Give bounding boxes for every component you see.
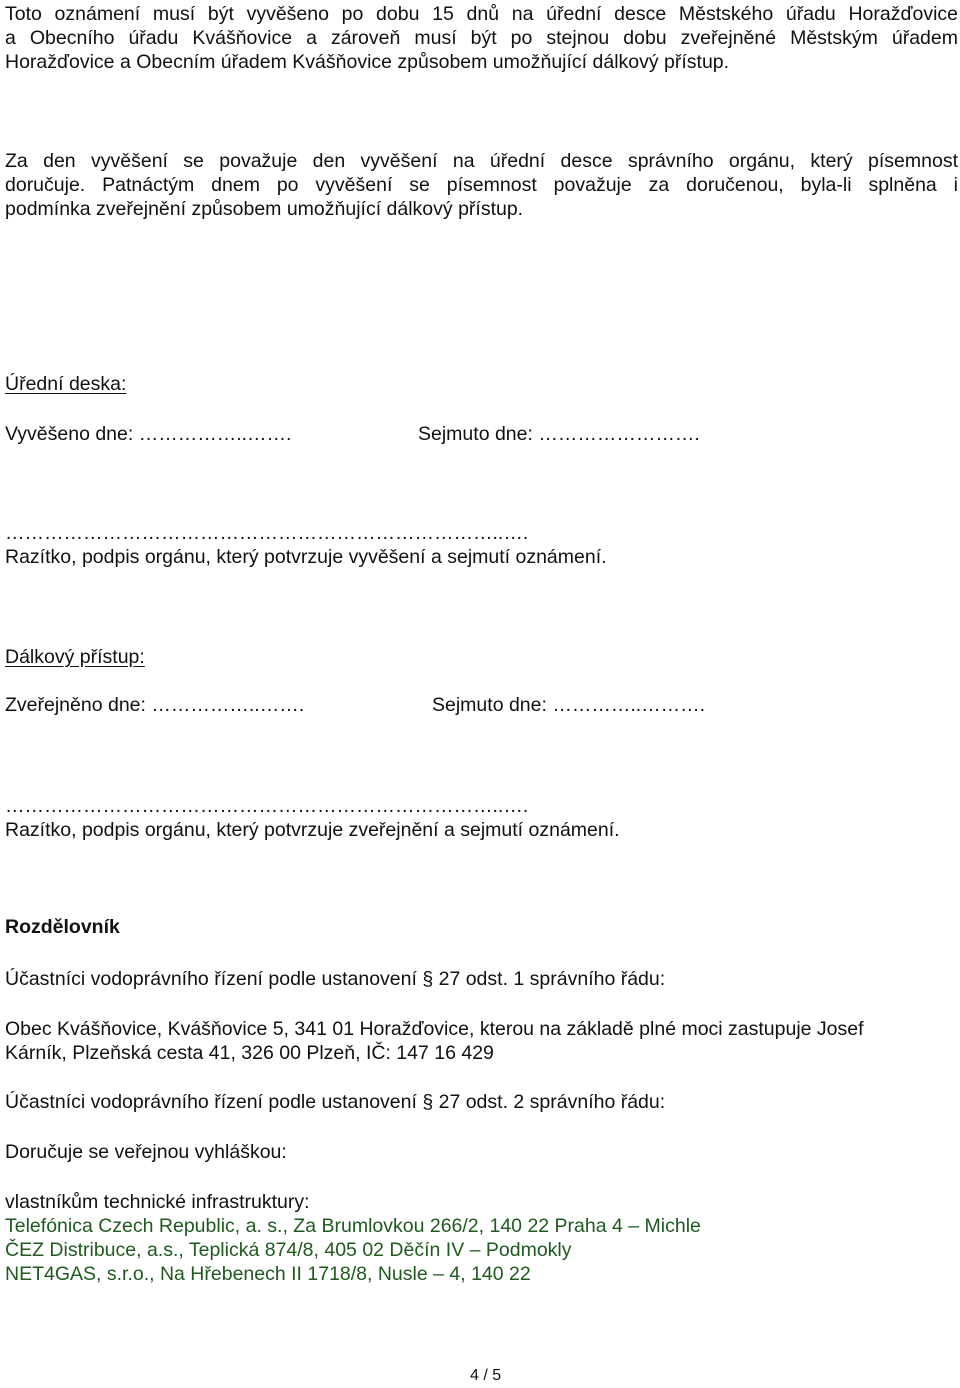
posted-dots: ……………..……. [138,423,292,445]
published-label: Zveřejněno dne: [5,694,152,716]
intro-line-2: a Obecního úřadu Kvášňovice a zároveň musí být po stejnou dobu zveřejněné Městským úřadem [5,27,958,49]
remote-access-heading: Dálkový přístup: [5,646,145,668]
official-board-heading: Úřední deska: [5,373,127,395]
posted-date-field [5,422,291,446]
published-dots: ……………..……. [151,694,305,716]
removed-date-field [418,422,700,446]
removed-dots: ……………………. [538,423,700,445]
remote-removed-label: Sejmuto dne: [432,694,553,716]
infra-owners-label: vlastníkům technické infrastruktury: [5,1191,310,1213]
public-notice: Doručuje se veřejnou vyhláškou: [5,1141,287,1163]
applicant-line-1: Obec Kvášňovice, Kvášňovice 5, 341 01 Horažďovice, kterou na základě plné moci zastupuje Josef [5,1018,864,1040]
signature-dots-remote: …………………………………………………………………..…. [5,795,529,817]
owner-telefonica: Telefónica Czech Republic, a. s., Za Brumlovkou 266/2, 140 22 Praha 4 – Michle [5,1215,701,1237]
signature-caption-remote: Razítko, podpis orgánu, který potvrzuje zveřejnění a sejmutí oznámení. [5,819,620,841]
signature-dots-board: …………………………………………………………………..…. [5,522,529,544]
delivery-line-2: doručuje. Patnáctým dnem po vyvěšení se písemnost považuje za doručenou, byla-li splněna i [5,174,958,196]
participants-par1: Účastníci vodoprávního řízení podle ustanovení § 27 odst. 1 správního řádu: [5,968,666,990]
published-date-field [5,693,304,717]
removed-label: Sejmuto dne: [418,423,539,445]
page-number: 4 / 5 [470,1367,502,1384]
distribution-heading: Rozdělovník [5,916,120,938]
intro-line-1: Toto oznámení musí být vyvěšeno po dobu 15 dnů na úřední desce Městského úřadu Horažďovice [5,3,958,25]
owner-cez: ČEZ Distribuce, a.s., Teplická 874/8, 405 02 Děčín IV – Podmokly [5,1239,572,1261]
posted-label: Vyvěšeno dne: [5,423,139,445]
intro-line-3: Horažďovice a Obecním úřadem Kvášňovice způsobem umožňující dálkový přístup. [5,51,730,73]
participants-par2: Účastníci vodoprávního řízení podle ustanovení § 27 odst. 2 správního řádu: [5,1091,666,1113]
owner-net4gas: NET4GAS, s.r.o., Na Hřebenech II 1718/8, Nusle – 4, 140 22 [5,1263,531,1285]
delivery-line-1: Za den vyvěšení se považuje den vyvěšení na úřední desce správního orgánu, který písemnost [5,150,958,172]
remote-removed-date-field [432,693,705,717]
applicant-line-2: Kárník, Plzeňská cesta 41, 326 00 Plzeň, IČ: 147 16 429 [5,1042,494,1064]
signature-caption-board: Razítko, podpis orgánu, který potvrzuje vyvěšení a sejmutí oznámení. [5,546,607,568]
remote-removed-dots: …………..………. [552,694,706,716]
delivery-line-3: podmínka zveřejnění způsobem umožňující dálkový přístup. [5,198,524,220]
